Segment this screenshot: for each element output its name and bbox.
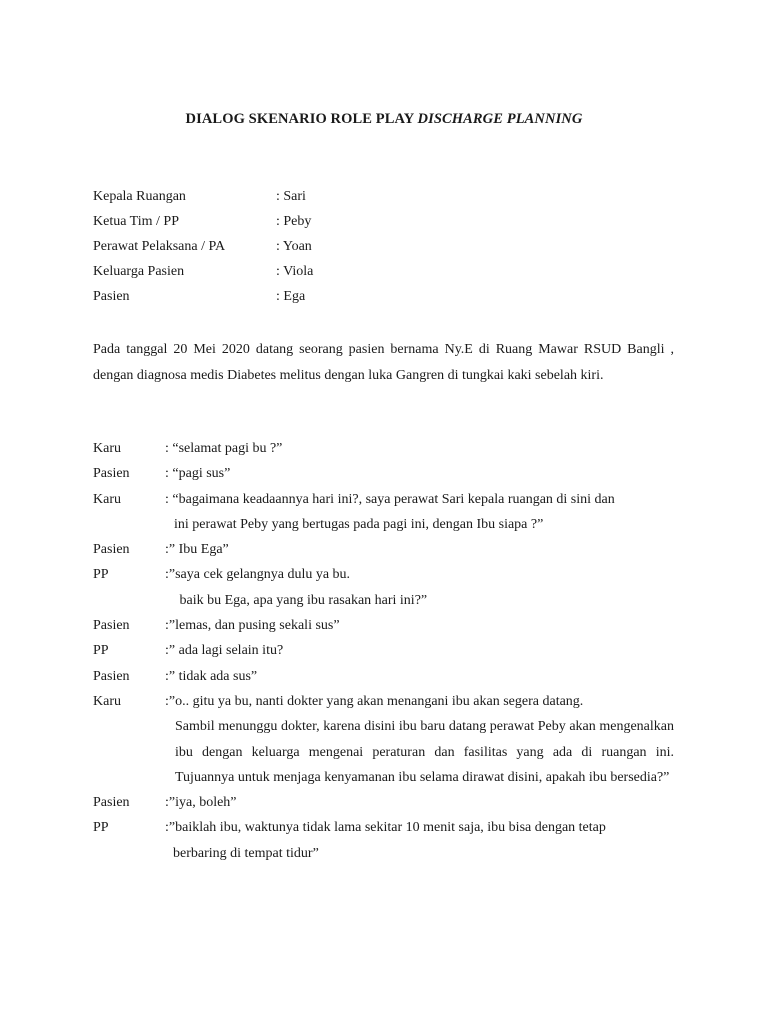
dialog-line — [93, 638, 674, 663]
dialog-text: : “pagi sus” — [165, 466, 231, 482]
role-label: Perawat Pelaksana / PA — [93, 239, 226, 254]
role-value: : Ega — [276, 289, 306, 304]
dialog-speaker: Pasien — [93, 668, 130, 684]
dialog-text: :”iya, boleh” — [165, 795, 237, 811]
dialog-speaker: Karu — [93, 441, 121, 456]
role-value: : Peby — [276, 214, 312, 229]
dialog-list — [93, 436, 674, 866]
dialog-text: :”o.. gitu ya bu, nanti dokter yang akan menangani ibu akan segera datang. — [165, 693, 584, 709]
role-value: : Sari — [276, 189, 306, 204]
dialog-text: :”baiklah ibu, waktunya tidak lama sekitar 10 menit saja, ibu bisa dengan tetap — [165, 820, 606, 836]
dialog-line — [93, 461, 674, 486]
dialog-text: :”lemas, dan pusing sekali sus” — [165, 618, 340, 634]
dialog-line — [93, 436, 674, 461]
dialog-speaker: PP — [93, 643, 109, 659]
dialog-text-continued: ini perawat Peby yang bertugas pada pagi ini, dengan Ibu siapa ?” — [174, 516, 544, 532]
dialog-line — [93, 689, 674, 790]
dialog-text: :” Ibu Ega” — [165, 542, 229, 558]
dialog-text-continued: baik bu Ega, apa yang ibu rasakan hari ini?” — [169, 592, 428, 608]
title-main: DIALOG SKENARIO ROLE PLAY — [185, 111, 418, 127]
role-label: Kepala Ruangan — [93, 189, 186, 204]
document-title — [0, 111, 768, 128]
dialog-line — [93, 613, 674, 638]
dialog-speaker: Karu — [93, 693, 121, 709]
dialog-speaker: PP — [93, 567, 109, 583]
dialog-text: : “bagaimana keadaannya hari ini?, saya perawat Sari kepala ruangan di sini dan — [165, 491, 615, 507]
dialog-text: :”saya cek gelangnya dulu ya bu. — [165, 567, 351, 583]
dialog-text-continued: Sambil menunggu dokter, karena disini ibu baru datang perawat Peby akan mengenalkan ibu dengan keluarga mengenai peraturan dan fasilitas yang ada di ruangan ini. Tujuannya untuk menjaga kenyamanan ibu selama dirawat disini, apakah ibu bersedia?” — [175, 719, 674, 785]
dialog-speaker: Pasien — [93, 542, 130, 558]
role-value: : Yoan — [276, 239, 312, 254]
dialog-line — [93, 487, 674, 538]
dialog-speaker: Pasien — [93, 795, 130, 811]
dialog-speaker: Karu — [93, 491, 121, 507]
dialog-line — [93, 790, 674, 815]
dialog-line — [93, 562, 674, 613]
dialog-line — [93, 537, 674, 562]
role-label: Ketua Tim / PP — [93, 214, 179, 229]
role-label: Keluarga Pasien — [93, 264, 185, 279]
dialog-line — [93, 815, 674, 866]
dialog-text-continued: berbaring di tempat tidur” — [173, 845, 319, 861]
title-italic: DISCHARGE PLANNING — [417, 111, 583, 127]
role-value: : Viola — [276, 264, 314, 279]
dialog-speaker: Pasien — [93, 466, 130, 482]
dialog-speaker: PP — [93, 820, 109, 836]
dialog-text: : “selamat pagi bu ?” — [165, 441, 283, 456]
intro-paragraph: Pada tanggal 20 Mei 2020 datang seorang pasien bernama Ny.E di Ruang Mawar RSUD Bangli , dengan diagnosa medis Diabetes melitus dengan luka Gangren di tungkai kaki sebelah kiri. — [93, 342, 674, 383]
dialog-text: :” tidak ada sus” — [165, 668, 258, 684]
role-label: Pasien — [93, 289, 130, 304]
dialog-text: :” ada lagi selain itu? — [165, 643, 284, 659]
dialog-speaker: Pasien — [93, 618, 130, 634]
dialog-line — [93, 664, 674, 689]
